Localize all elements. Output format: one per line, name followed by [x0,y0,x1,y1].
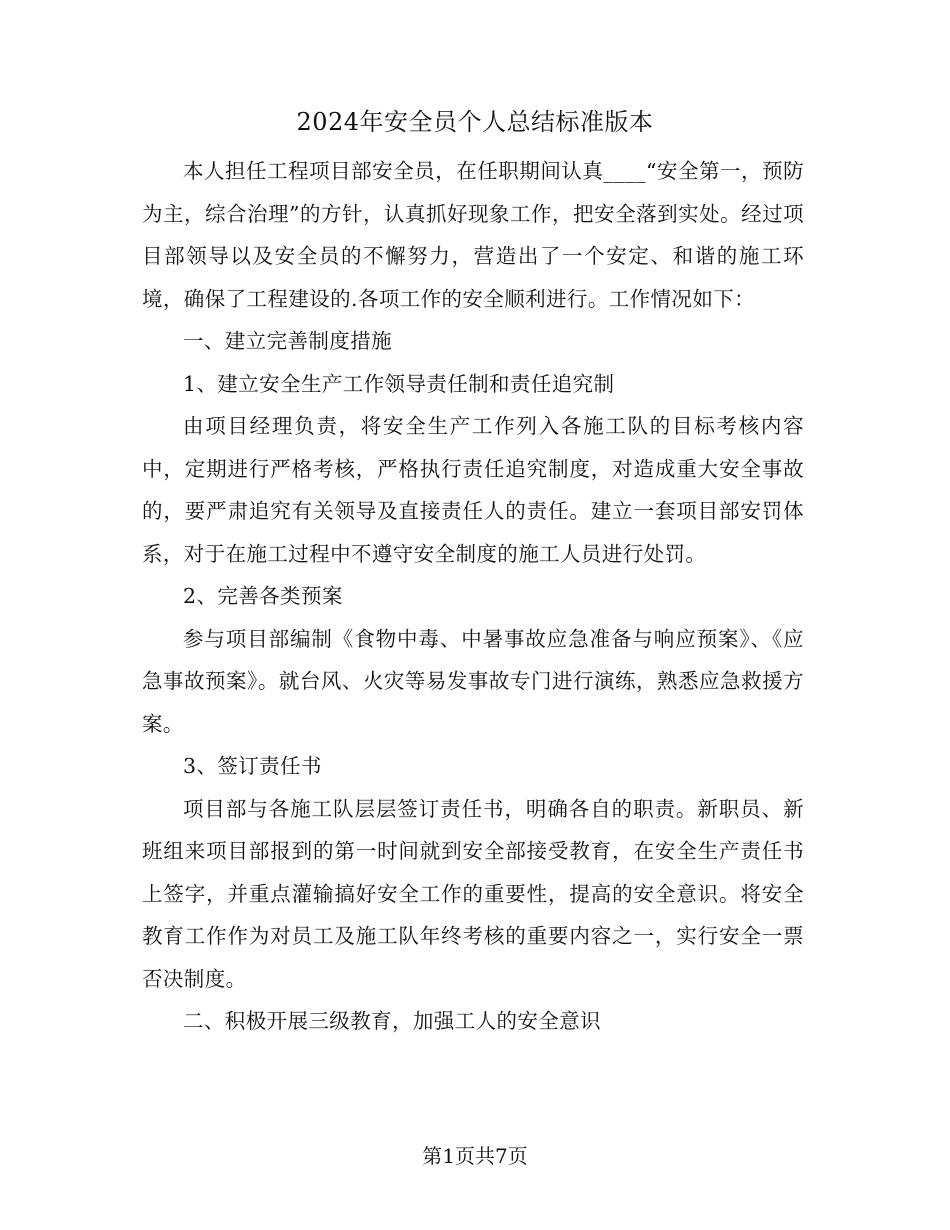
section-heading-2: 二、积极开展三级教育，加强工人的安全意识 [183,1009,601,1033]
document-body [142,150,804,1043]
section-heading-1: 一、建立完善制度措施 [183,329,392,353]
document-title: 2024年安全员个人总结标准版本 [296,108,654,136]
intro-paragraph: 本人担任工程项目部安全员，在任职期间认真____“安全第一，预防为主，综合治理”的方针，认真抓好现象工作，把安全落到实处。经过项目部领导以及安全员的不懈努力，营造出了一个安定、和谐的施工环境，确保了工程建设的.各项工作的安全顺利进行。工作情况如下： [142,159,804,311]
page-number: 第1页共7页 [422,1144,528,1168]
subsection-heading-1: 1、建立安全生产工作领导责任制和责任追究制 [183,371,615,396]
paragraph-plans: 参与项目部编制《食物中毒、中暑事故应急准备与响应预案》、《应急事故预案》。就台风、火灾等易发事故专门进行演练，熟悉应急救援方案。 [142,626,804,736]
paragraph-responsibility: 由项目经理负责，将安全生产工作列入各施工队的目标考核内容中，定期进行严格考核，严格执行责任追究制度，对造成重大安全事故的，要严肃追究有关领导及直接责任人的责任。建立一套项目部安罚体系，对于在施工过程中不遵守安全制度的施工人员进行处罚。 [142,414,804,566]
subsection-heading-2: 2、完善各类预案 [183,584,343,608]
subsection-heading-3: 3、签订责任书 [183,754,322,778]
paragraph-responsibility-letter: 项目部与各施工队层层签订责任书，明确各自的职责。新职员、新班组来项目部报到的第一时间就到安全部接受教育，在安全生产责任书上签字，并重点灌输搞好安全工作的重要性，提高的安全意识。将安全教育工作作为对员工及施工队年终考核的重要内容之一，实行安全一票否决制度。 [142,796,804,991]
